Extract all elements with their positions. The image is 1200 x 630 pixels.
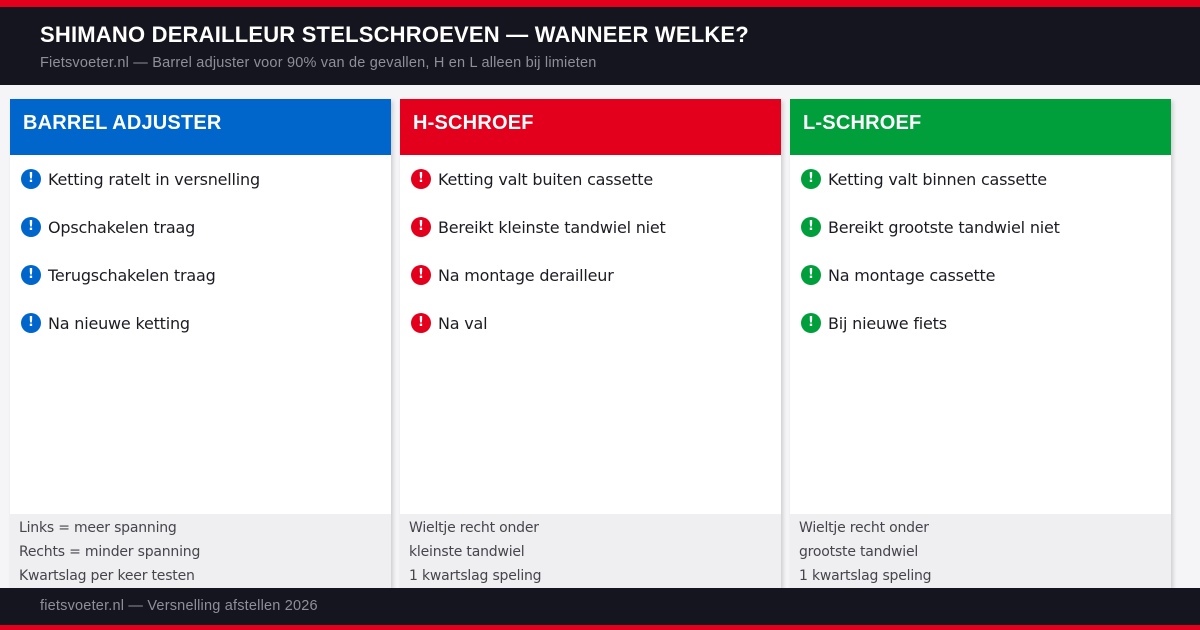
card-notes [10, 514, 391, 588]
card-notes [790, 514, 1171, 588]
list-item-label: Na montage derailleur [438, 265, 614, 285]
list-item [400, 251, 781, 299]
note-line: Rechts = minder spanning [19, 544, 201, 560]
note-line: Links = meer spanning [19, 520, 177, 536]
list-item-label: Bereikt grootste tandwiel niet [828, 217, 1060, 237]
list-item [790, 299, 1171, 347]
exclamation-circle-icon: ! [21, 169, 41, 189]
list-item-label: Na nieuwe ketting [48, 313, 190, 333]
page-header [0, 7, 1200, 85]
note-line: Wieltje recht onder [409, 520, 539, 536]
card-title: L-SCHROEF [803, 112, 922, 134]
list-item-label: Na montage cassette [828, 265, 996, 285]
symptom-list [10, 155, 391, 514]
exclamation-circle-icon: ! [21, 313, 41, 333]
list-item-label: Ketting ratelt in versnelling [48, 169, 260, 189]
card-header-barrel-adjuster [10, 99, 391, 155]
list-item [10, 155, 391, 203]
symptom-list [400, 155, 781, 514]
card-h-schroef [400, 99, 781, 588]
list-item [400, 203, 781, 251]
list-item [790, 155, 1171, 203]
card-header-h-schroef [400, 99, 781, 155]
list-item [790, 203, 1171, 251]
list-item [400, 155, 781, 203]
note-line: Wieltje recht onder [799, 520, 929, 536]
list-item [790, 251, 1171, 299]
card-l-schroef [790, 99, 1171, 588]
list-item-label: Terugschakelen traag [48, 265, 216, 285]
card-title: H-SCHROEF [413, 112, 534, 134]
exclamation-circle-icon: ! [411, 217, 431, 237]
exclamation-circle-icon: ! [21, 265, 41, 285]
list-item [10, 203, 391, 251]
note-line: kleinste tandwiel [409, 544, 525, 560]
note-line: grootste tandwiel [799, 544, 919, 560]
top-accent-strip [0, 0, 1200, 7]
page-subtitle: Fietsvoeter.nl — Barrel adjuster voor 90% van de gevallen, H en L alleen bij limieten [40, 55, 597, 71]
list-item-label: Bij nieuwe fiets [828, 313, 947, 333]
page-title: SHIMANO DERAILLEUR STELSCHROEVEN — WANNEER WELKE? [40, 22, 749, 47]
list-item-label: Ketting valt buiten cassette [438, 169, 653, 189]
card-barrel-adjuster [10, 99, 391, 588]
card-notes [400, 514, 781, 588]
list-item-label: Na val [438, 313, 488, 333]
note-line: 1 kwartslag speling [409, 568, 542, 584]
columns-container [10, 99, 1200, 588]
list-item-label: Bereikt kleinste tandwiel niet [438, 217, 666, 237]
list-item-label: Ketting valt binnen cassette [828, 169, 1047, 189]
card-header-l-schroef [790, 99, 1171, 155]
list-item-label: Opschakelen traag [48, 217, 196, 237]
note-line: 1 kwartslag speling [799, 568, 932, 584]
card-title: BARREL ADJUSTER [23, 112, 222, 134]
page-footer: fietsvoeter.nl — Versnelling afstellen 2026 [0, 588, 1200, 625]
exclamation-circle-icon: ! [411, 169, 431, 189]
exclamation-circle-icon: ! [801, 217, 821, 237]
exclamation-circle-icon: ! [411, 265, 431, 285]
note-line: Kwartslag per keer testen [19, 568, 195, 584]
symptom-list [790, 155, 1171, 514]
bottom-accent-strip [0, 625, 1200, 630]
list-item [10, 299, 391, 347]
exclamation-circle-icon: ! [411, 313, 431, 333]
list-item [10, 251, 391, 299]
exclamation-circle-icon: ! [801, 169, 821, 189]
exclamation-circle-icon: ! [801, 313, 821, 333]
exclamation-circle-icon: ! [801, 265, 821, 285]
list-item [400, 299, 781, 347]
exclamation-circle-icon: ! [21, 217, 41, 237]
